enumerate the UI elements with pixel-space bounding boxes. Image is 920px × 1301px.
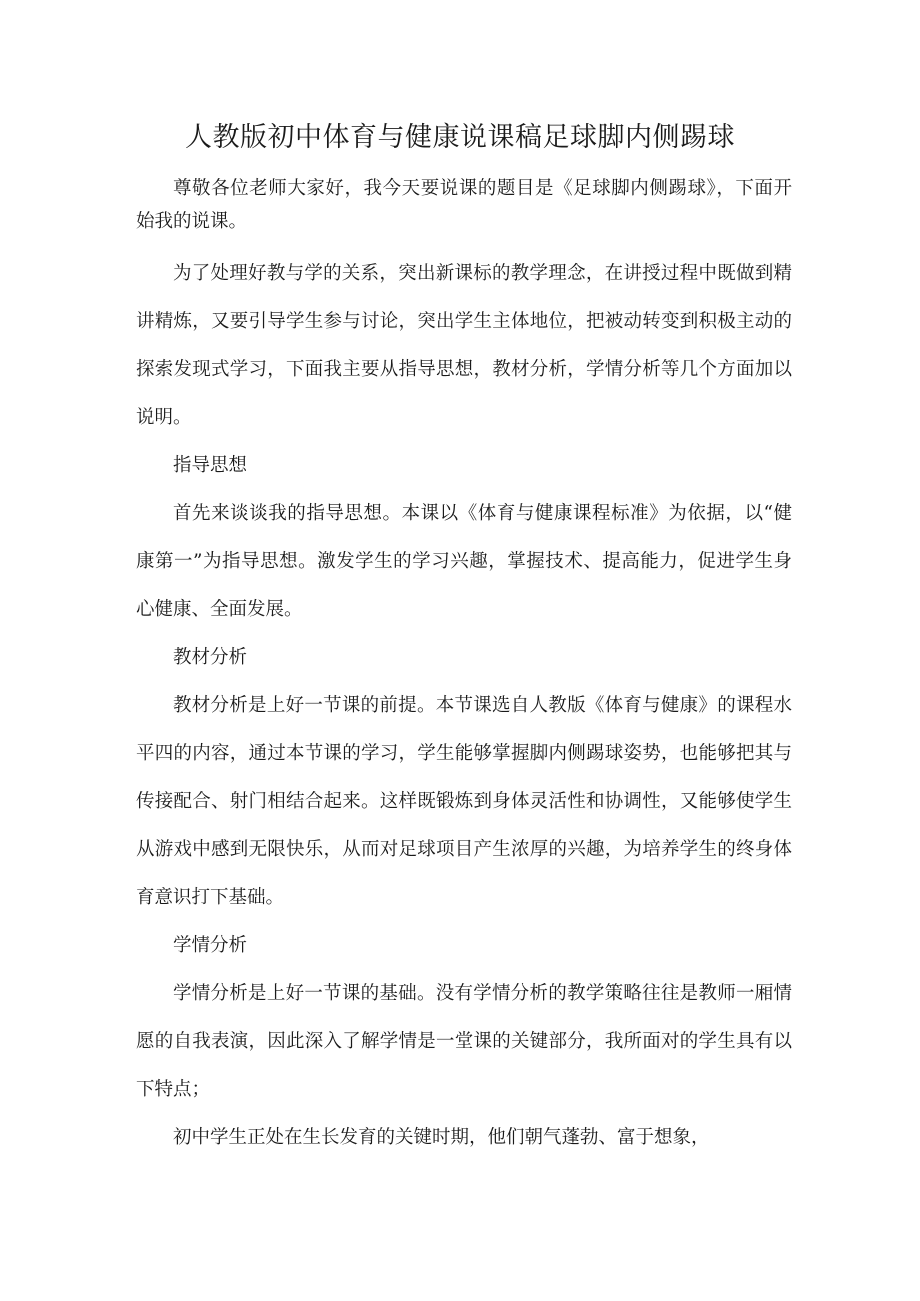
section-heading-textbook-analysis: 教材分析 (173, 647, 248, 668)
paragraph-student-analysis: 学情分析是上好一节课的基础。没有学情分析的教学策略往往是教师一厢情愿的自我表演，因此深入了解学情是一堂课的关键部分，我所面对的学生具有以下特点； (136, 983, 792, 1100)
paragraph-guiding-ideology: 首先来谈谈我的指导思想。本课以《体育与健康课程标准》为依据，以“健康第一”为指导思想。激发学生的学习兴趣，掌握技术、提高能力，促进学生身心健康、全面发展。 (136, 503, 792, 620)
paragraph-student-characteristics: 初中学生正处在生长发育的关键时期，他们朝气蓬勃、富于想象， (173, 1127, 710, 1148)
paragraph-textbook-analysis: 教材分析是上好一节课的前提。本节课选自人教版《体育与健康》的课程水平四的内容，通过本节课的学习，学生能够掌握脚内侧踢球姿势，也能够把其与传接配合、射门相结合起来。这样既锻炼到身体灵活性和协调性，又能够使学生从游戏中感到无限快乐，从而对足球项目产生浓厚的兴趣，为培养学生的终身体育意识打下基础。 (136, 695, 792, 908)
document-body (136, 172, 792, 1162)
section-heading-guiding-ideology: 指导思想 (173, 455, 248, 476)
paragraph-greeting: 尊敬各位老师大家好，我今天要说课的题目是《足球脚内侧踢球》，下面开始我的说课。 (136, 178, 792, 232)
document-title: 人教版初中体育与健康说课稿足球脚内侧踢球 (185, 122, 735, 153)
section-heading-student-analysis: 学情分析 (173, 935, 248, 956)
paragraph-introduction: 为了处理好教与学的关系，突出新课标的教学理念，在讲授过程中既做到精讲精炼，又要引导学生参与讨论，突出学生主体地位，把被动转变到积极主动的探索发现式学习，下面我主要从指导思想，教材分析，学情分析等几个方面加以说明。 (136, 263, 792, 428)
